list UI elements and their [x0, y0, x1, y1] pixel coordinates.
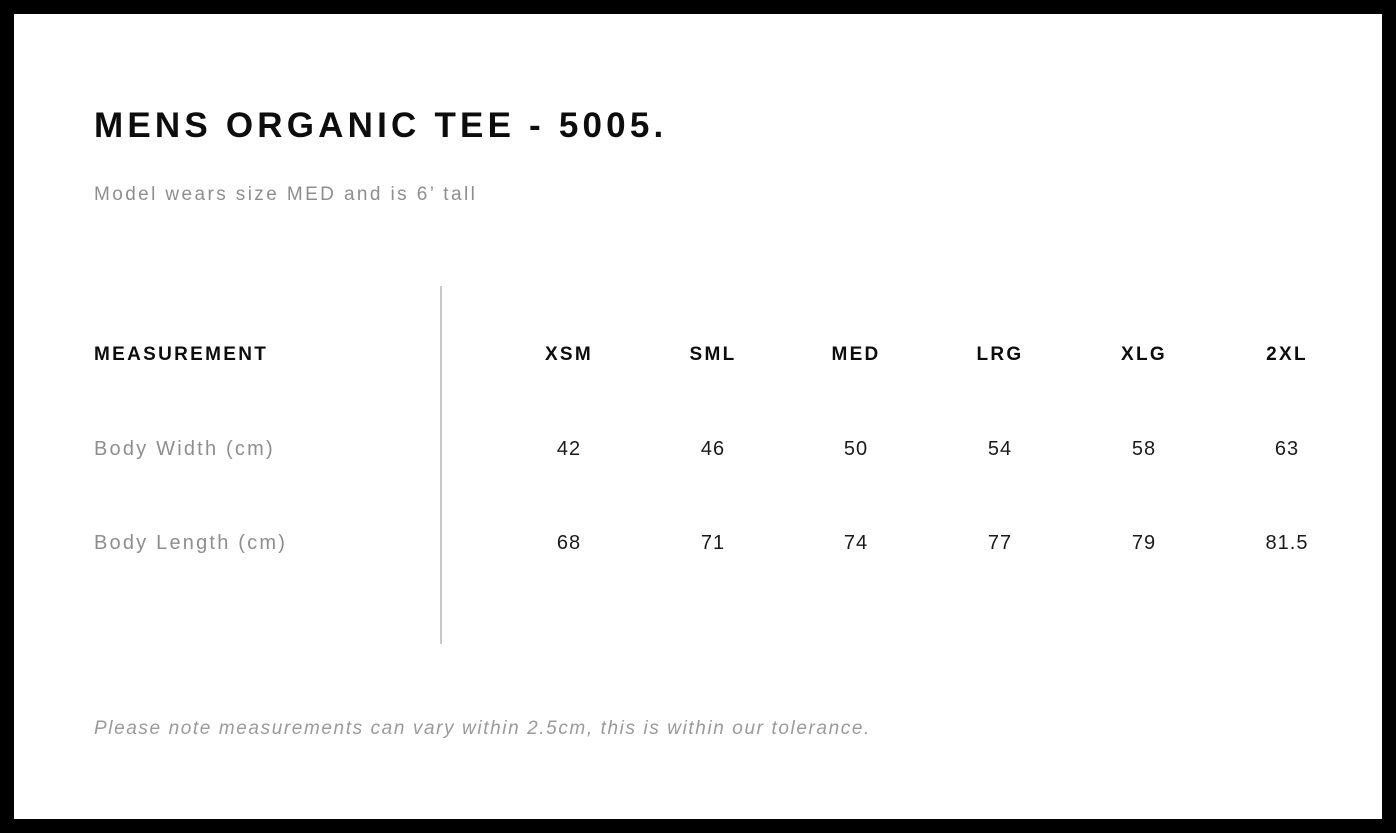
table-cell: 71 — [700, 532, 726, 554]
table-cell: 79 — [1131, 532, 1157, 554]
table-header-row — [14, 344, 1382, 438]
column-header-measurement: MEASUREMENT — [94, 344, 269, 365]
table-cell: 63 — [1274, 438, 1300, 460]
table-cell: 74 — [843, 532, 869, 554]
column-header-size: MED — [831, 344, 881, 365]
table-cell: 81.5 — [1265, 532, 1309, 554]
size-chart-content — [14, 14, 1382, 819]
column-header-size: LRG — [976, 344, 1024, 365]
column-header-size: SML — [689, 344, 737, 365]
model-info-text: Model wears size MED and is 6’ tall — [94, 184, 478, 205]
table-row — [14, 438, 1382, 532]
table-cell: 42 — [556, 438, 582, 460]
table-cell: 46 — [700, 438, 726, 460]
page-title: MENS ORGANIC TEE - 5005. — [94, 106, 668, 145]
table-cell: 77 — [987, 532, 1013, 554]
table-cell: 54 — [987, 438, 1013, 460]
column-header-size: XLG — [1121, 344, 1167, 365]
table-cell: 58 — [1131, 438, 1157, 460]
row-label: Body Length (cm) — [94, 532, 288, 554]
tolerance-note: Please note measurements can vary within 2.5cm, this is within our tolerance. — [94, 718, 871, 739]
column-header-size: XSM — [544, 344, 594, 365]
measurements-table — [14, 344, 1382, 626]
column-header-size: 2XL — [1266, 344, 1308, 365]
table-cell: 50 — [843, 438, 869, 460]
row-label: Body Width (cm) — [94, 438, 275, 460]
size-chart-page — [14, 14, 1382, 819]
table-row — [14, 532, 1382, 626]
table-cell: 68 — [556, 532, 582, 554]
